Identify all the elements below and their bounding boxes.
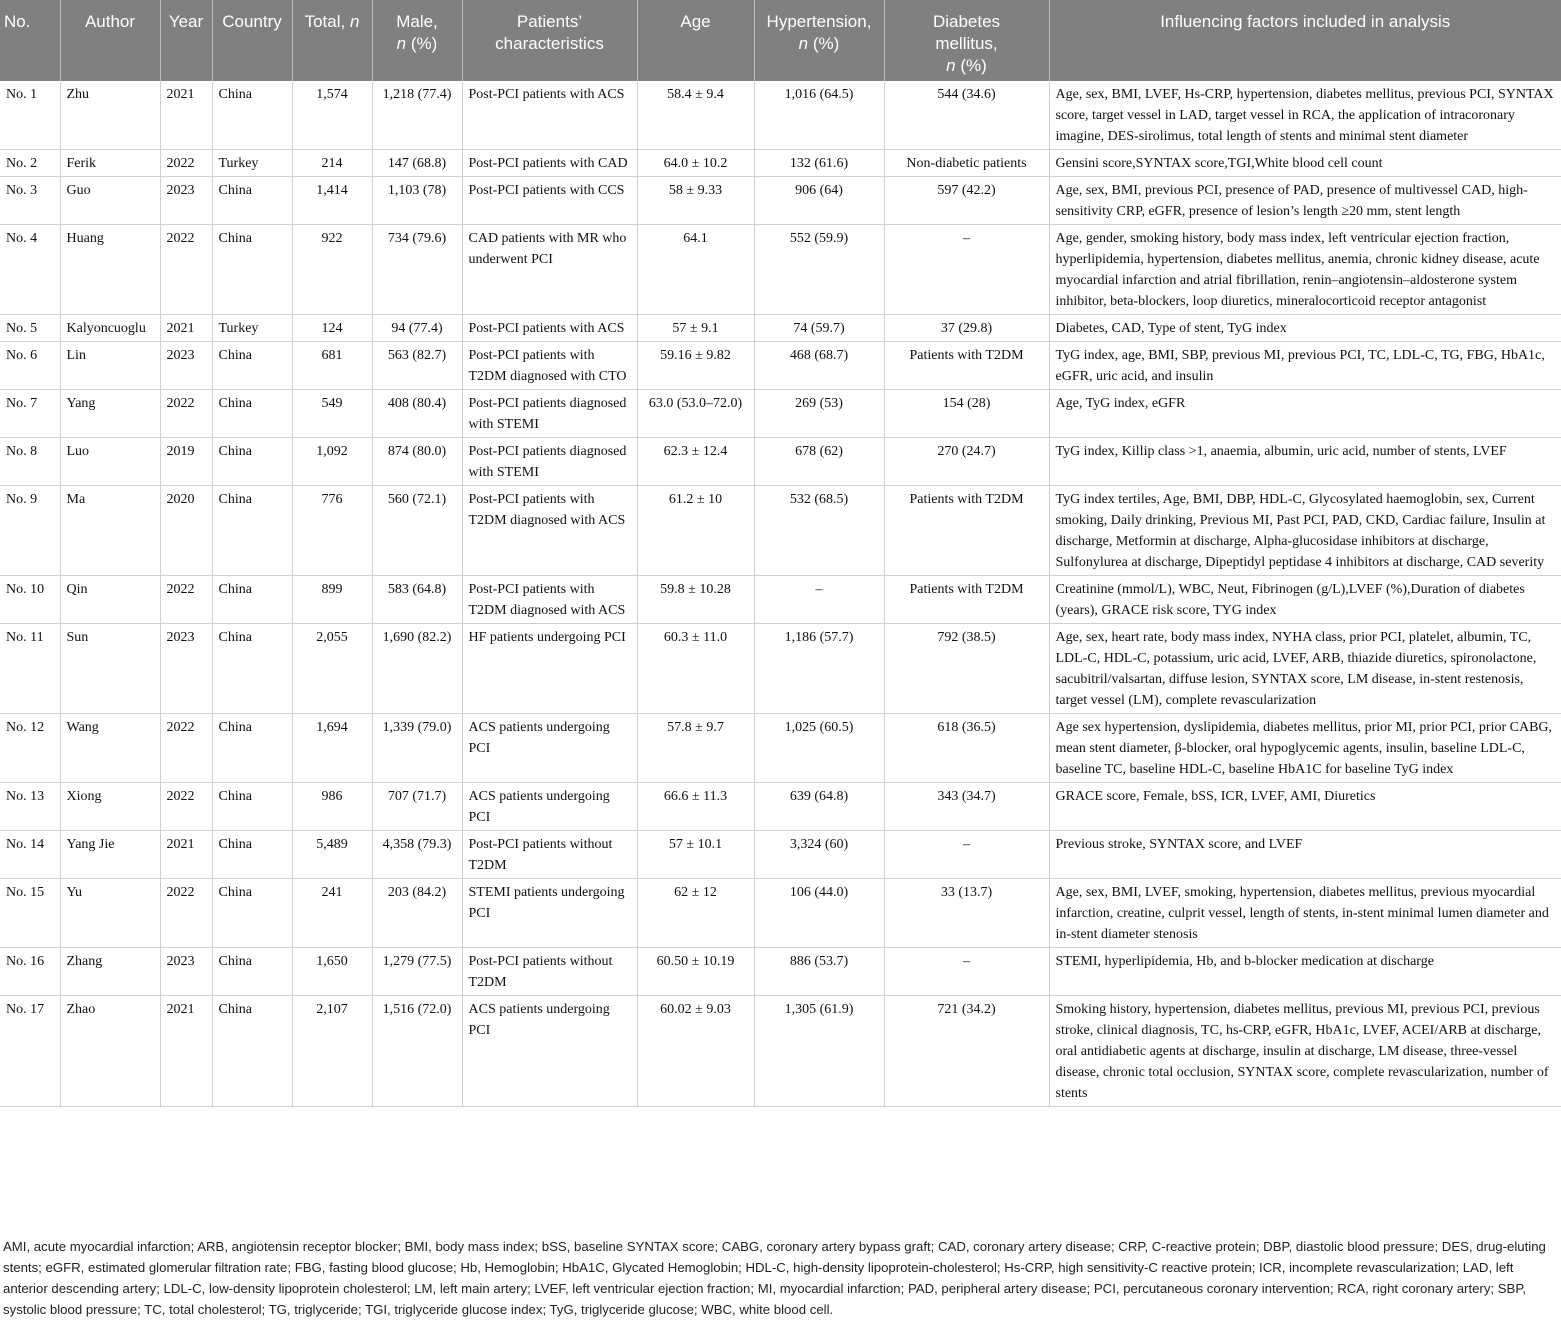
cell-male: 1,516 (72.0) [372, 996, 462, 1107]
cell-author: Zhao [60, 996, 160, 1107]
cell-age: 58.4 ± 9.4 [637, 81, 754, 150]
cell-age: 62 ± 12 [637, 879, 754, 948]
cell-no: No. 7 [0, 390, 60, 438]
cell-diabetes: – [884, 831, 1049, 879]
cell-male: 408 (80.4) [372, 390, 462, 438]
cell-patients: Post-PCI patients with CCS [462, 177, 637, 225]
cell-year: 2022 [160, 714, 212, 783]
cell-country: China [212, 81, 292, 150]
cell-hypertension: 468 (68.7) [754, 342, 884, 390]
cell-diabetes: 618 (36.5) [884, 714, 1049, 783]
cell-age: 60.3 ± 11.0 [637, 624, 754, 714]
cell-diabetes: Non-diabetic patients [884, 150, 1049, 177]
cell-total: 922 [292, 225, 372, 315]
cell-total: 899 [292, 576, 372, 624]
cell-year: 2019 [160, 438, 212, 486]
cell-year: 2023 [160, 342, 212, 390]
cell-age: 60.50 ± 10.19 [637, 948, 754, 996]
cell-hypertension: 552 (59.9) [754, 225, 884, 315]
header-male: Male, n (%) [372, 0, 462, 81]
cell-hypertension: 1,186 (57.7) [754, 624, 884, 714]
cell-patients: Post-PCI patients with T2DM diagnosed with CTO [462, 342, 637, 390]
cell-total: 776 [292, 486, 372, 576]
cell-factors: Age, sex, BMI, previous PCI, presence of PAD, presence of multivessel CAD, high-sensitivity CRP, eGFR, presence of lesion’s length ≥20 mm, stent length [1049, 177, 1561, 225]
table-row [0, 225, 1561, 315]
cell-factors: GRACE score, Female, bSS, ICR, LVEF, AMI, Diuretics [1049, 783, 1561, 831]
cell-factors: Age, sex, heart rate, body mass index, NYHA class, prior PCI, platelet, albumin, TC, LDL-C, HDL-C, potassium, uric acid, LVEF, ARB, thiazide diuretics, spironolactone, sacubitril/valsartan, diffuse lesion, SYNTAX score, LM disease, in-stent restenosis, target vessel (LM), complete revascularization [1049, 624, 1561, 714]
table-row [0, 624, 1561, 714]
cell-hypertension: 532 (68.5) [754, 486, 884, 576]
cell-year: 2023 [160, 948, 212, 996]
cell-diabetes: Patients with T2DM [884, 576, 1049, 624]
table-row [0, 783, 1561, 831]
header-author: Author [60, 0, 160, 81]
cell-total: 681 [292, 342, 372, 390]
cell-patients: HF patients undergoing PCI [462, 624, 637, 714]
cell-age: 64.1 [637, 225, 754, 315]
cell-male: 1,339 (79.0) [372, 714, 462, 783]
cell-author: Kalyoncuoglu [60, 315, 160, 342]
cell-total: 124 [292, 315, 372, 342]
table-row [0, 996, 1561, 1107]
cell-author: Guo [60, 177, 160, 225]
table-row [0, 150, 1561, 177]
cell-no: No. 16 [0, 948, 60, 996]
table-body [0, 81, 1561, 1107]
cell-country: China [212, 831, 292, 879]
table-row [0, 486, 1561, 576]
cell-no: No. 1 [0, 81, 60, 150]
cell-diabetes: 154 (28) [884, 390, 1049, 438]
cell-country: China [212, 225, 292, 315]
cell-diabetes: Patients with T2DM [884, 486, 1049, 576]
cell-year: 2021 [160, 81, 212, 150]
cell-year: 2021 [160, 831, 212, 879]
cell-diabetes: 270 (24.7) [884, 438, 1049, 486]
cell-patients: STEMI patients undergoing PCI [462, 879, 637, 948]
cell-hypertension: 1,025 (60.5) [754, 714, 884, 783]
cell-age: 57.8 ± 9.7 [637, 714, 754, 783]
cell-age: 59.8 ± 10.28 [637, 576, 754, 624]
cell-factors: STEMI, hyperlipidemia, Hb, and b-blocker medication at discharge [1049, 948, 1561, 996]
cell-total: 2,055 [292, 624, 372, 714]
cell-male: 563 (82.7) [372, 342, 462, 390]
cell-patients: CAD patients with MR who underwent PCI [462, 225, 637, 315]
cell-age: 61.2 ± 10 [637, 486, 754, 576]
cell-patients: ACS patients undergoing PCI [462, 714, 637, 783]
table-row [0, 81, 1561, 150]
cell-age: 57 ± 10.1 [637, 831, 754, 879]
cell-male: 874 (80.0) [372, 438, 462, 486]
cell-year: 2022 [160, 783, 212, 831]
cell-country: China [212, 624, 292, 714]
cell-hypertension: 3,324 (60) [754, 831, 884, 879]
cell-factors: Age, sex, BMI, LVEF, smoking, hypertension, diabetes mellitus, previous myocardial infarction, creatine, culprit vessel, length of stents, in-stent minimal lumen diameter and in-stent diameter stenosis [1049, 879, 1561, 948]
cell-factors: Previous stroke, SYNTAX score, and LVEF [1049, 831, 1561, 879]
cell-author: Qin [60, 576, 160, 624]
cell-factors: TyG index, Killip class >1, anaemia, albumin, uric acid, number of stents, LVEF [1049, 438, 1561, 486]
cell-patients: Post-PCI patients with CAD [462, 150, 637, 177]
cell-male: 147 (68.8) [372, 150, 462, 177]
cell-male: 560 (72.1) [372, 486, 462, 576]
cell-patients: Post-PCI patients without T2DM [462, 831, 637, 879]
cell-year: 2021 [160, 996, 212, 1107]
cell-total: 1,574 [292, 81, 372, 150]
cell-patients: ACS patients undergoing PCI [462, 783, 637, 831]
cell-country: Turkey [212, 150, 292, 177]
cell-no: No. 5 [0, 315, 60, 342]
cell-age: 64.0 ± 10.2 [637, 150, 754, 177]
cell-author: Yu [60, 879, 160, 948]
cell-male: 1,279 (77.5) [372, 948, 462, 996]
cell-patients: Post-PCI patients diagnosed with STEMI [462, 390, 637, 438]
cell-male: 1,103 (78) [372, 177, 462, 225]
cell-diabetes: 37 (29.8) [884, 315, 1049, 342]
cell-patients: Post-PCI patients with ACS [462, 315, 637, 342]
cell-country: Turkey [212, 315, 292, 342]
cell-male: 1,690 (82.2) [372, 624, 462, 714]
cell-factors: Diabetes, CAD, Type of stent, TyG index [1049, 315, 1561, 342]
cell-year: 2020 [160, 486, 212, 576]
header-hypertension: Hypertension, n (%) [754, 0, 884, 81]
cell-no: No. 17 [0, 996, 60, 1107]
cell-hypertension: – [754, 576, 884, 624]
cell-country: China [212, 783, 292, 831]
cell-author: Ma [60, 486, 160, 576]
cell-no: No. 13 [0, 783, 60, 831]
cell-author: Zhang [60, 948, 160, 996]
cell-hypertension: 1,305 (61.9) [754, 996, 884, 1107]
cell-year: 2022 [160, 879, 212, 948]
cell-diabetes: 33 (13.7) [884, 879, 1049, 948]
cell-male: 583 (64.8) [372, 576, 462, 624]
cell-factors: Age, sex, BMI, LVEF, Hs-CRP, hypertension, diabetes mellitus, previous PCI, SYNTAX score, target vessel in LAD, target vessel in RCA, the application of intracoronary imagine, DES-sirolimus, total length of stents and minimal stent diameter [1049, 81, 1561, 150]
cell-age: 60.02 ± 9.03 [637, 996, 754, 1107]
cell-year: 2022 [160, 576, 212, 624]
cell-no: No. 10 [0, 576, 60, 624]
table-row [0, 576, 1561, 624]
table-row [0, 342, 1561, 390]
cell-factors: Gensini score,SYNTAX score,TGI,White blood cell count [1049, 150, 1561, 177]
cell-year: 2022 [160, 150, 212, 177]
cell-no: No. 12 [0, 714, 60, 783]
cell-hypertension: 678 (62) [754, 438, 884, 486]
cell-total: 986 [292, 783, 372, 831]
cell-total: 549 [292, 390, 372, 438]
cell-factors: Age sex hypertension, dyslipidemia, diabetes mellitus, prior MI, prior PCI, prior CABG, mean stent diameter, β-blocker, oral hypoglycemic agents, insulin, baseline LDL-C, baseline TC, baseline HDL-C, baseline HbA1C for baseline TyG index [1049, 714, 1561, 783]
cell-diabetes: – [884, 948, 1049, 996]
cell-author: Zhu [60, 81, 160, 150]
cell-total: 2,107 [292, 996, 372, 1107]
cell-male: 1,218 (77.4) [372, 81, 462, 150]
table-row [0, 438, 1561, 486]
cell-factors: Smoking history, hypertension, diabetes mellitus, previous MI, previous PCI, previous stroke, clinical diagnosis, TC, hs-CRP, eGFR, HbA1c, LVEF, ACEI/ARB at discharge, oral antidiabetic agents at discharge, insulin at discharge, LM disease, three-vessel disease, chronic total occlusion, SYNTAX score, complete revascularization, number of stents [1049, 996, 1561, 1107]
cell-total: 1,092 [292, 438, 372, 486]
table-row [0, 879, 1561, 948]
header-age: Age [637, 0, 754, 81]
cell-male: 734 (79.6) [372, 225, 462, 315]
cell-no: No. 2 [0, 150, 60, 177]
cell-patients: Post-PCI patients with T2DM diagnosed with ACS [462, 486, 637, 576]
cell-total: 241 [292, 879, 372, 948]
cell-patients: Post-PCI patients diagnosed with STEMI [462, 438, 637, 486]
cell-year: 2021 [160, 315, 212, 342]
cell-hypertension: 106 (44.0) [754, 879, 884, 948]
cell-year: 2022 [160, 390, 212, 438]
cell-country: China [212, 342, 292, 390]
cell-total: 214 [292, 150, 372, 177]
table-row [0, 714, 1561, 783]
cell-author: Ferik [60, 150, 160, 177]
cell-age: 57 ± 9.1 [637, 315, 754, 342]
header-year: Year [160, 0, 212, 81]
cell-male: 4,358 (79.3) [372, 831, 462, 879]
cell-diabetes: 792 (38.5) [884, 624, 1049, 714]
header-factors: Influencing factors included in analysis [1049, 0, 1561, 81]
cell-total: 1,650 [292, 948, 372, 996]
cell-country: China [212, 996, 292, 1107]
cell-patients: Post-PCI patients with ACS [462, 81, 637, 150]
cell-country: China [212, 948, 292, 996]
cell-factors: Creatinine (mmol/L), WBC, Neut, Fibrinogen (g/L),LVEF (%),Duration of diabetes (years), GRACE risk score, TYG index [1049, 576, 1561, 624]
cell-author: Sun [60, 624, 160, 714]
cell-age: 62.3 ± 12.4 [637, 438, 754, 486]
cell-total: 5,489 [292, 831, 372, 879]
cell-diabetes: 721 (34.2) [884, 996, 1049, 1107]
cell-factors: Age, gender, smoking history, body mass index, left ventricular ejection fraction, hyperlipidemia, hypertension, diabetes mellitus, anemia, chronic kidney disease, acute myocardial infarction and atrial fibrillation, renin–angiotensin–aldosterone system inhibitor, beta-blockers, loop diuretics, mineralocorticoid receptor antagonist [1049, 225, 1561, 315]
cell-country: China [212, 576, 292, 624]
header-country: Country [212, 0, 292, 81]
cell-author: Huang [60, 225, 160, 315]
cell-year: 2023 [160, 624, 212, 714]
cell-country: China [212, 390, 292, 438]
header-no: No. [0, 0, 60, 81]
cell-age: 58 ± 9.33 [637, 177, 754, 225]
cell-male: 203 (84.2) [372, 879, 462, 948]
cell-age: 66.6 ± 11.3 [637, 783, 754, 831]
cell-author: Lin [60, 342, 160, 390]
cell-hypertension: 639 (64.8) [754, 783, 884, 831]
cell-male: 94 (77.4) [372, 315, 462, 342]
cell-age: 63.0 (53.0–72.0) [637, 390, 754, 438]
cell-no: No. 4 [0, 225, 60, 315]
cell-diabetes: 597 (42.2) [884, 177, 1049, 225]
cell-country: China [212, 486, 292, 576]
cell-patients: Post-PCI patients with T2DM diagnosed with ACS [462, 576, 637, 624]
cell-hypertension: 886 (53.7) [754, 948, 884, 996]
cell-total: 1,694 [292, 714, 372, 783]
cell-factors: TyG index tertiles, Age, BMI, DBP, HDL-C, Glycosylated haemoglobin, sex, Current smoking, Daily drinking, Previous MI, Past PCI, PAD, CKD, Cardiac failure, Insulin at discharge, Metformin at discharge, Alpha-glucosidase inhibitors at discharge, Sulfonylurea at discharge, Dipeptidyl peptidase 4 inhibitors at discharge, CAD severity [1049, 486, 1561, 576]
cell-hypertension: 1,016 (64.5) [754, 81, 884, 150]
cell-diabetes: 544 (34.6) [884, 81, 1049, 150]
cell-hypertension: 132 (61.6) [754, 150, 884, 177]
cell-patients: Post-PCI patients without T2DM [462, 948, 637, 996]
table-row [0, 177, 1561, 225]
cell-male: 707 (71.7) [372, 783, 462, 831]
cell-total: 1,414 [292, 177, 372, 225]
cell-hypertension: 74 (59.7) [754, 315, 884, 342]
cell-no: No. 14 [0, 831, 60, 879]
header-total: Total, n [292, 0, 372, 81]
cell-no: No. 9 [0, 486, 60, 576]
cell-no: No. 3 [0, 177, 60, 225]
table-row [0, 831, 1561, 879]
cell-author: Xiong [60, 783, 160, 831]
cell-factors: Age, TyG index, eGFR [1049, 390, 1561, 438]
cell-country: China [212, 438, 292, 486]
cell-patients: ACS patients undergoing PCI [462, 996, 637, 1107]
cell-no: No. 11 [0, 624, 60, 714]
cell-age: 59.16 ± 9.82 [637, 342, 754, 390]
cell-factors: TyG index, age, BMI, SBP, previous MI, previous PCI, TC, LDL-C, TG, FBG, HbA1c, eGFR, uric acid, and insulin [1049, 342, 1561, 390]
table-row [0, 390, 1561, 438]
header-diabetes: Diabetes mellitus, n (%) [884, 0, 1049, 81]
table-header [0, 0, 1561, 81]
cell-hypertension: 269 (53) [754, 390, 884, 438]
cell-diabetes: 343 (34.7) [884, 783, 1049, 831]
cell-country: China [212, 177, 292, 225]
cell-author: Wang [60, 714, 160, 783]
cell-no: No. 6 [0, 342, 60, 390]
cell-diabetes: – [884, 225, 1049, 315]
cell-author: Luo [60, 438, 160, 486]
cell-country: China [212, 879, 292, 948]
cell-author: Yang Jie [60, 831, 160, 879]
cell-year: 2022 [160, 225, 212, 315]
cell-year: 2023 [160, 177, 212, 225]
table-footnote: AMI, acute myocardial infarction; ARB, angiotensin receptor blocker; BMI, body mass index; bSS, baseline SYNTAX score; CABG, coronary artery bypass graft; CAD, coronary artery disease; CRP, C-reactive protein; DBP, diastolic blood pressure; DES, drug-eluting stents; eGFR, estimated glomerular filtration rate; FBG, fasting blood glucose; Hb, Hemoglobin; HbA1C, Glycated Hemoglobin; HDL-C, high-density lipoprotein-cholesterol; Hs-CRP, high sensitivity-C reactive protein; ICR, incomplete revascularization; LAD, left anterior descending artery; LDL-C, low-density lipoprotein cholesterol; LM, left main artery; LVEF, left ventricular ejection fraction; MI, myocardial infarction; PAD, peripheral artery disease; PCI, percutaneous coronary intervention; RCA, right coronary artery; SBP, systolic blood pressure; TC, total cholesterol; TG, triglyceride; TGI, triglyceride glucose index; TyG, triglyceride glucose; WBC, white blood cell. [3, 1239, 1546, 1317]
cell-no: No. 15 [0, 879, 60, 948]
header-patients: Patients’ characteristics [462, 0, 637, 81]
table-row [0, 948, 1561, 996]
cell-country: China [212, 714, 292, 783]
cell-hypertension: 906 (64) [754, 177, 884, 225]
cell-no: No. 8 [0, 438, 60, 486]
cell-author: Yang [60, 390, 160, 438]
table-row [0, 315, 1561, 342]
cell-diabetes: Patients with T2DM [884, 342, 1049, 390]
